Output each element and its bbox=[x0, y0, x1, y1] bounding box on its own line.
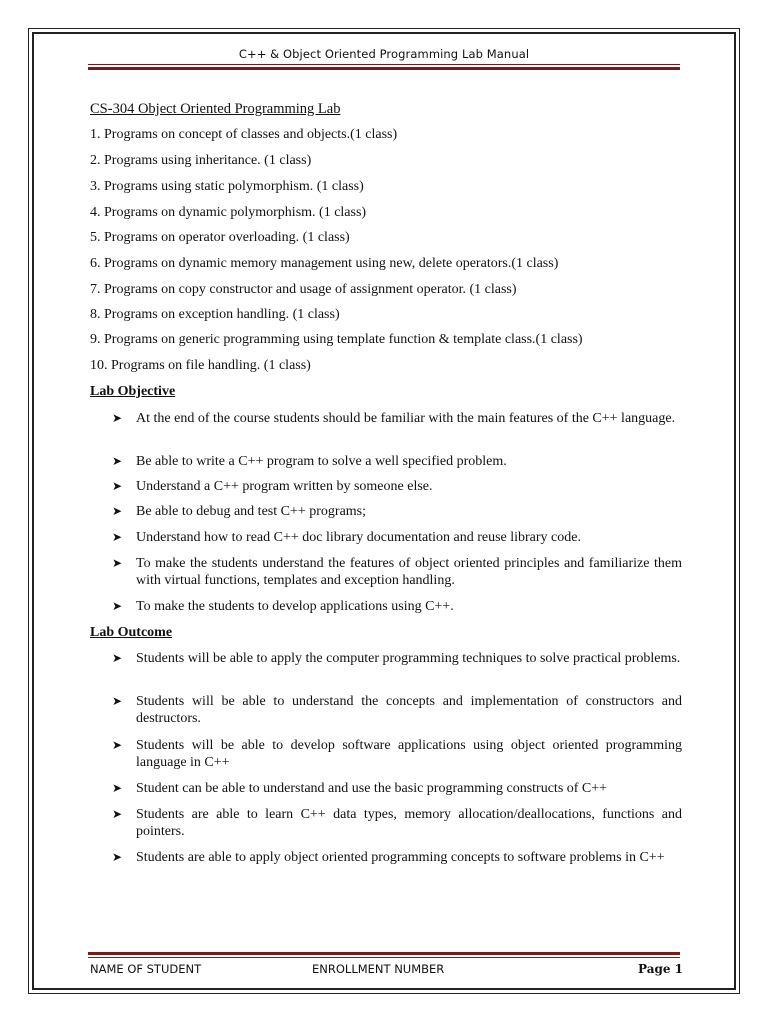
arrow-bullet-icon: ➤ bbox=[112, 781, 123, 795]
header-rule-thin bbox=[88, 64, 680, 65]
arrow-bullet-icon: ➤ bbox=[112, 694, 123, 708]
outcome-text: Students are able to apply object oriented programming concepts to software problems in C++ bbox=[136, 850, 665, 865]
program-item: 1. Programs on concept of classes and objects.(1 class) bbox=[90, 127, 398, 142]
arrow-bullet-icon: ➤ bbox=[112, 807, 123, 821]
program-item: 2. Programs using inheritance. (1 class) bbox=[90, 153, 312, 168]
arrow-bullet-icon: ➤ bbox=[112, 454, 123, 468]
outcome-text: Student can be able to understand and use the basic programming constructs of C++ bbox=[136, 781, 608, 796]
outcome-item bbox=[112, 849, 682, 866]
program-item: 3. Programs using static polymorphism. (1 class) bbox=[90, 179, 364, 194]
program-item: 9. Programs on generic programming using template function & template class.(1 class) bbox=[90, 332, 583, 347]
objective-item bbox=[112, 598, 682, 615]
arrow-bullet-icon: ➤ bbox=[112, 556, 123, 570]
arrow-bullet-icon: ➤ bbox=[112, 599, 123, 613]
outcome-item bbox=[112, 806, 682, 840]
arrow-bullet-icon: ➤ bbox=[112, 530, 123, 544]
footer-enrollment-number: ENROLLMENT NUMBER bbox=[312, 962, 445, 976]
course-title: CS-304 Object Oriented Programming Lab bbox=[90, 101, 341, 117]
objective-text: To make the students understand the features of object oriented principles and familiarize them with virtual functions, templates and exception handling. bbox=[136, 556, 682, 588]
objective-item bbox=[112, 410, 682, 427]
header-title: C++ & Object Oriented Programming Lab Manual bbox=[238, 47, 530, 61]
arrow-bullet-icon: ➤ bbox=[112, 411, 123, 425]
outcome-item bbox=[112, 780, 682, 797]
objective-text: To make the students to develop applications using C++. bbox=[136, 599, 454, 614]
objective-text: Understand how to read C++ doc library documentation and reuse library code. bbox=[136, 530, 581, 545]
outcome-text: Students will be able to understand the concepts and implementation of constructors and destructors. bbox=[136, 694, 682, 726]
program-item: 8. Programs on exception handling. (1 class) bbox=[90, 307, 340, 322]
outcome-text: Students are able to learn C++ data types, memory allocation/deallocations, functions and pointers. bbox=[136, 807, 682, 839]
objective-item bbox=[112, 453, 682, 470]
program-item: 5. Programs on operator overloading. (1 class) bbox=[90, 230, 350, 245]
arrow-bullet-icon: ➤ bbox=[112, 504, 123, 518]
objective-item bbox=[112, 503, 682, 520]
lab-outcome-heading: Lab Outcome bbox=[90, 625, 173, 640]
objective-item bbox=[112, 555, 682, 589]
program-item: 6. Programs on dynamic memory management using new, delete operators.(1 class) bbox=[90, 256, 559, 271]
objective-text: Be able to write a C++ program to solve a well specified problem. bbox=[136, 454, 507, 469]
arrow-bullet-icon: ➤ bbox=[112, 850, 123, 864]
footer-page-number: Page 1 bbox=[638, 962, 684, 976]
footer-rule-thick bbox=[88, 952, 680, 955]
program-item: 10. Programs on file handling. (1 class) bbox=[90, 358, 311, 373]
objective-text: Be able to debug and test C++ programs; bbox=[136, 504, 367, 519]
outcome-item bbox=[112, 693, 682, 727]
footer-student-name: NAME OF STUDENT bbox=[90, 962, 202, 976]
program-item: 7. Programs on copy constructor and usage of assignment operator. (1 class) bbox=[90, 282, 517, 297]
objective-text: Understand a C++ program written by someone else. bbox=[136, 479, 433, 494]
outcome-text: Students will be able to develop software applications using object oriented programming language in C++ bbox=[136, 738, 682, 770]
outcome-item bbox=[112, 650, 682, 667]
outcome-item bbox=[112, 737, 682, 771]
header-rule-thick bbox=[88, 67, 680, 70]
footer-rule-thin bbox=[88, 957, 680, 958]
objective-text: At the end of the course students should be familiar with the main features of the C++ language. bbox=[136, 411, 676, 426]
lab-objective-heading: Lab Objective bbox=[90, 384, 176, 399]
outcome-text: Students will be able to apply the computer programming techniques to solve practical problems. bbox=[136, 651, 681, 666]
objective-item bbox=[112, 478, 682, 495]
arrow-bullet-icon: ➤ bbox=[112, 651, 123, 665]
objective-item bbox=[112, 529, 682, 546]
program-item: 4. Programs on dynamic polymorphism. (1 class) bbox=[90, 205, 367, 220]
arrow-bullet-icon: ➤ bbox=[112, 738, 123, 752]
arrow-bullet-icon: ➤ bbox=[112, 479, 123, 493]
